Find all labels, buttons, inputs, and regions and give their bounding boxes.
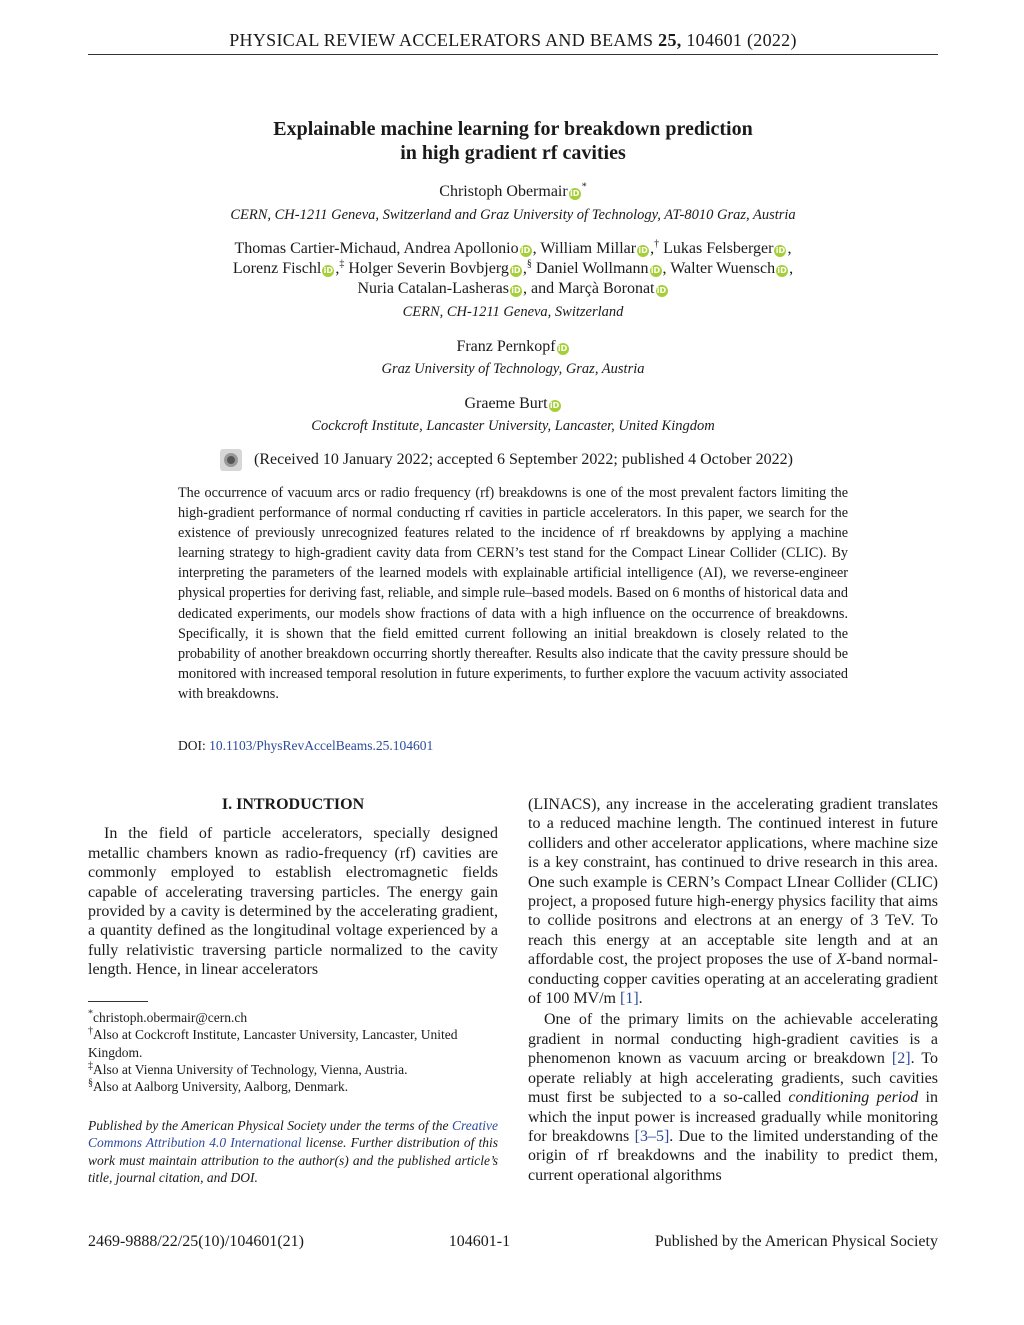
- orcid-icon[interactable]: iD: [777, 266, 787, 275]
- author-line-5: [88, 337, 938, 357]
- author-name: , Walter Wuensch: [662, 260, 776, 277]
- body-text: (LINACS), any increase in the accelerating gradient translates to a reduced machine length. The continued interest in future colliders and other accelerator applications, where machine size is a key constraint, has continued to drive research in this area. One such example is CERN’s Compact LInear Collider (CLIC) project, a proposed future high-energy physics facility that aims to collide positrons and electrons at an energy of 3 TeV. To reach this energy at an acceptable site length and at an affordable cost, the project proposes the use of: [528, 796, 938, 969]
- author-line-6: [88, 394, 938, 414]
- orcid-icon[interactable]: iD: [511, 286, 521, 295]
- license-notice: [88, 1117, 498, 1186]
- title-line-2: in high gradient rf cavities: [400, 142, 626, 164]
- body-text: . Due to the limited understanding of the origin of rf breakdowns and the inability to predict them, current operational algorithms: [528, 1127, 939, 1184]
- license-text: Published by the American Physical Society under the terms of the: [88, 1118, 453, 1133]
- footnote-4: [88, 1078, 498, 1095]
- right-column: [528, 795, 938, 1185]
- author-name: Andrea Apollonio: [403, 240, 519, 257]
- orcid-icon[interactable]: iD: [323, 266, 334, 275]
- body-text: in which the input power is increased gradually while monitoring for breakdowns: [528, 1089, 938, 1145]
- abstract: The occurrence of vacuum arcs or radio frequency (rf) breakdowns is one of the most prevalent factors limiting the high-gradient performance of normal conducting rf cavities in particle accelerators. In this paper, we search for the existence of previously unrecognized features related to the incidence of rf breakdowns by applying a machine learning strategy to high-gradient cavity data from CERN’s test stand for the Compact Linear Collider (CLIC). By interpreting the parameters of the learned models with explainable artificial intelligence (AI), we reverse-engineer physical properties for deriving fast, reliable, and simple rule–based models. Based on 6 months of historical data and dedicated experiments, our models show fractions of data with a high influence on the occurrence of breakdowns. Specifically, it is shown that the field emitted current following an initial breakdown is closely related to the probability of another breakdown occurring shortly thereafter. Results also indicate that the cavity pressure should be monitored with increased temporal resolution in future experiments, to further explore the vacuum activity associated with breakdowns.: [178, 485, 848, 702]
- affiliation-4: Cockcroft Institute, Lancaster University, Lancaster, United Kingdom: [311, 418, 715, 434]
- orcid-icon[interactable]: iD: [650, 266, 661, 275]
- author-name: Christoph Obermair: [439, 183, 568, 200]
- affiliation-1: CERN, CH-1211 Geneva, Switzerland and Graz University of Technology, AT-8010 Graz, Austria: [230, 207, 796, 223]
- footnote-mark[interactable]: †: [654, 238, 660, 250]
- orcid-icon[interactable]: iD: [549, 401, 560, 410]
- footnote-mark[interactable]: ‡: [339, 258, 345, 270]
- intro-paragraph-1-continued: [528, 795, 938, 1008]
- doi-link[interactable]: 10.1103/PhysRevAccelBeams.25.104601: [209, 738, 434, 753]
- footnotes: [88, 1009, 498, 1095]
- author-name: , and Marçà Boronat: [522, 280, 655, 297]
- author-name: , William Millar: [532, 240, 637, 257]
- received-dates: [220, 449, 820, 471]
- footnote-mark: †: [88, 1025, 93, 1037]
- issn-code: 2469-9888/22/25(10)/104601(21): [88, 1233, 304, 1250]
- footnote-mark: ‡: [88, 1060, 93, 1072]
- publisher: Published by the American Physical Society: [654, 1233, 938, 1250]
- footnote-text: Also at Cockcroft Institute, Lancaster University, Lancaster, United Kingdom.: [88, 1027, 458, 1060]
- doi-line: [178, 738, 433, 754]
- author-line-3: Lorenz Fischl iD ,‡ Holger Severin Bovbjerg iD ,§ Daniel Wollmann iD , Walter Wuensch iD ,: [232, 258, 794, 277]
- body-text: . To operate reliably at high accelerating gradients, such cavities must first be subjected to a so-called: [528, 1050, 938, 1107]
- orcid-icon[interactable]: iD: [775, 246, 786, 255]
- intro-paragraph-1: In the field of particle accelerators, specially designed metallic chambers known as radio-frequency (rf) cavities are commonly employed to establish electromagnetic fields capable of accelerating traversing particles. The energy gain provided by a cavity is determined by the accelerating gradient, a quantity defined as the longitudinal voltage experienced by a fully relativistic traversing particle normalized to the cavity length. Hence, in linear accelerators: [88, 825, 498, 979]
- author-name: Lorenz Fischl: [232, 260, 322, 277]
- footnote-text[interactable]: christoph.obermair@cern.ch: [93, 1010, 248, 1025]
- author-name: Nuria Catalan-Lasheras: [357, 280, 509, 297]
- license-link[interactable]: Creative Commons Attribution 4.0 International: [88, 1118, 498, 1151]
- citation-link[interactable]: [1]: [620, 990, 639, 1008]
- doi-label: DOI:: [178, 738, 206, 753]
- author-name: Franz Pernkopf: [456, 338, 556, 355]
- separator: ,: [789, 260, 794, 277]
- page-footer: [88, 1233, 938, 1251]
- journal-volume: 25,: [658, 30, 682, 50]
- footnote-3: [88, 1061, 498, 1078]
- footnote-1: [88, 1009, 498, 1026]
- license-text: license. Further distribution of this work must maintain attribution to the author(s) and the published article’s title, journal citation, and DOI.: [88, 1135, 498, 1185]
- affiliation-2: CERN, CH-1211 Geneva, Switzerland: [402, 304, 624, 320]
- intro-paragraph-2: [528, 1010, 938, 1185]
- orcid-icon[interactable]: iD: [511, 266, 521, 275]
- body-text: conditioning period: [788, 1089, 919, 1107]
- received-text: (Received 10 January 2022; accepted 6 September 2022; published 4 October 2022): [254, 451, 793, 468]
- footnote-mark[interactable]: §: [526, 258, 532, 270]
- footnote-mark: §: [88, 1077, 93, 1089]
- body-text: -band normal-conducting copper cavities operating at an accelerating gradient of 100 MV/m: [528, 951, 938, 1008]
- author-name: Holger Severin Bovbjerg: [344, 260, 509, 277]
- journal-name: PHYSICAL REVIEW ACCELERATORS AND BEAMS: [229, 30, 654, 50]
- footnote-rule: [88, 1001, 148, 1002]
- footnote-text: Also at Vienna University of Technology, Vienna, Austria.: [93, 1061, 408, 1077]
- paper-title: [88, 117, 938, 165]
- orcid-icon[interactable]: iD: [638, 246, 648, 255]
- affiliation-3: Graz University of Technology, Graz, Austria: [381, 361, 645, 377]
- author-line-1: [88, 182, 938, 202]
- orcid-icon[interactable]: iD: [520, 246, 531, 255]
- header-rule: [88, 54, 938, 55]
- footnote-2: [88, 1026, 498, 1061]
- title-line-1: Explainable machine learning for breakdown prediction: [273, 118, 753, 140]
- author-name: Lukas Felsberger: [659, 240, 774, 257]
- orcid-icon[interactable]: iD: [557, 344, 568, 353]
- body-text: .: [638, 990, 643, 1008]
- citation-link[interactable]: [2]: [891, 1050, 911, 1068]
- separator: ,: [787, 240, 792, 257]
- left-column: [88, 795, 498, 980]
- article-number-year: 104601 (2022): [686, 30, 797, 50]
- body-text: X: [836, 951, 847, 969]
- author-name: Thomas Cartier-Michaud,: [234, 240, 401, 257]
- orcid-icon[interactable]: iD: [570, 189, 580, 198]
- footnote-mark[interactable]: *: [581, 181, 587, 193]
- footnote-text: Also at Aalborg University, Aalborg, Denmark.: [93, 1079, 349, 1095]
- section-heading: I. INTRODUCTION: [221, 796, 365, 813]
- body-text: One of the primary limits on the achievable accelerating gradient in normal conducting high-gradient cavities is a phenomenon known as vacuum arcing or breakdown: [528, 1011, 938, 1068]
- author-name: Graeme Burt: [464, 395, 548, 412]
- citation-link[interactable]: [3–5]: [634, 1127, 670, 1145]
- author-line-2: Thomas Cartier-Michaud, Andrea Apollonio iD , William Millar iD ,† Lukas Felsberger iD ,: [234, 238, 792, 257]
- author-name: Daniel Wollmann: [531, 260, 649, 277]
- footnote-mark: *: [88, 1008, 93, 1020]
- page-number: 104601-1: [448, 1233, 511, 1250]
- author-line-4: [88, 279, 938, 299]
- running-header: [88, 30, 938, 51]
- crossmark-icon[interactable]: [220, 449, 242, 471]
- orcid-icon[interactable]: iD: [656, 286, 667, 295]
